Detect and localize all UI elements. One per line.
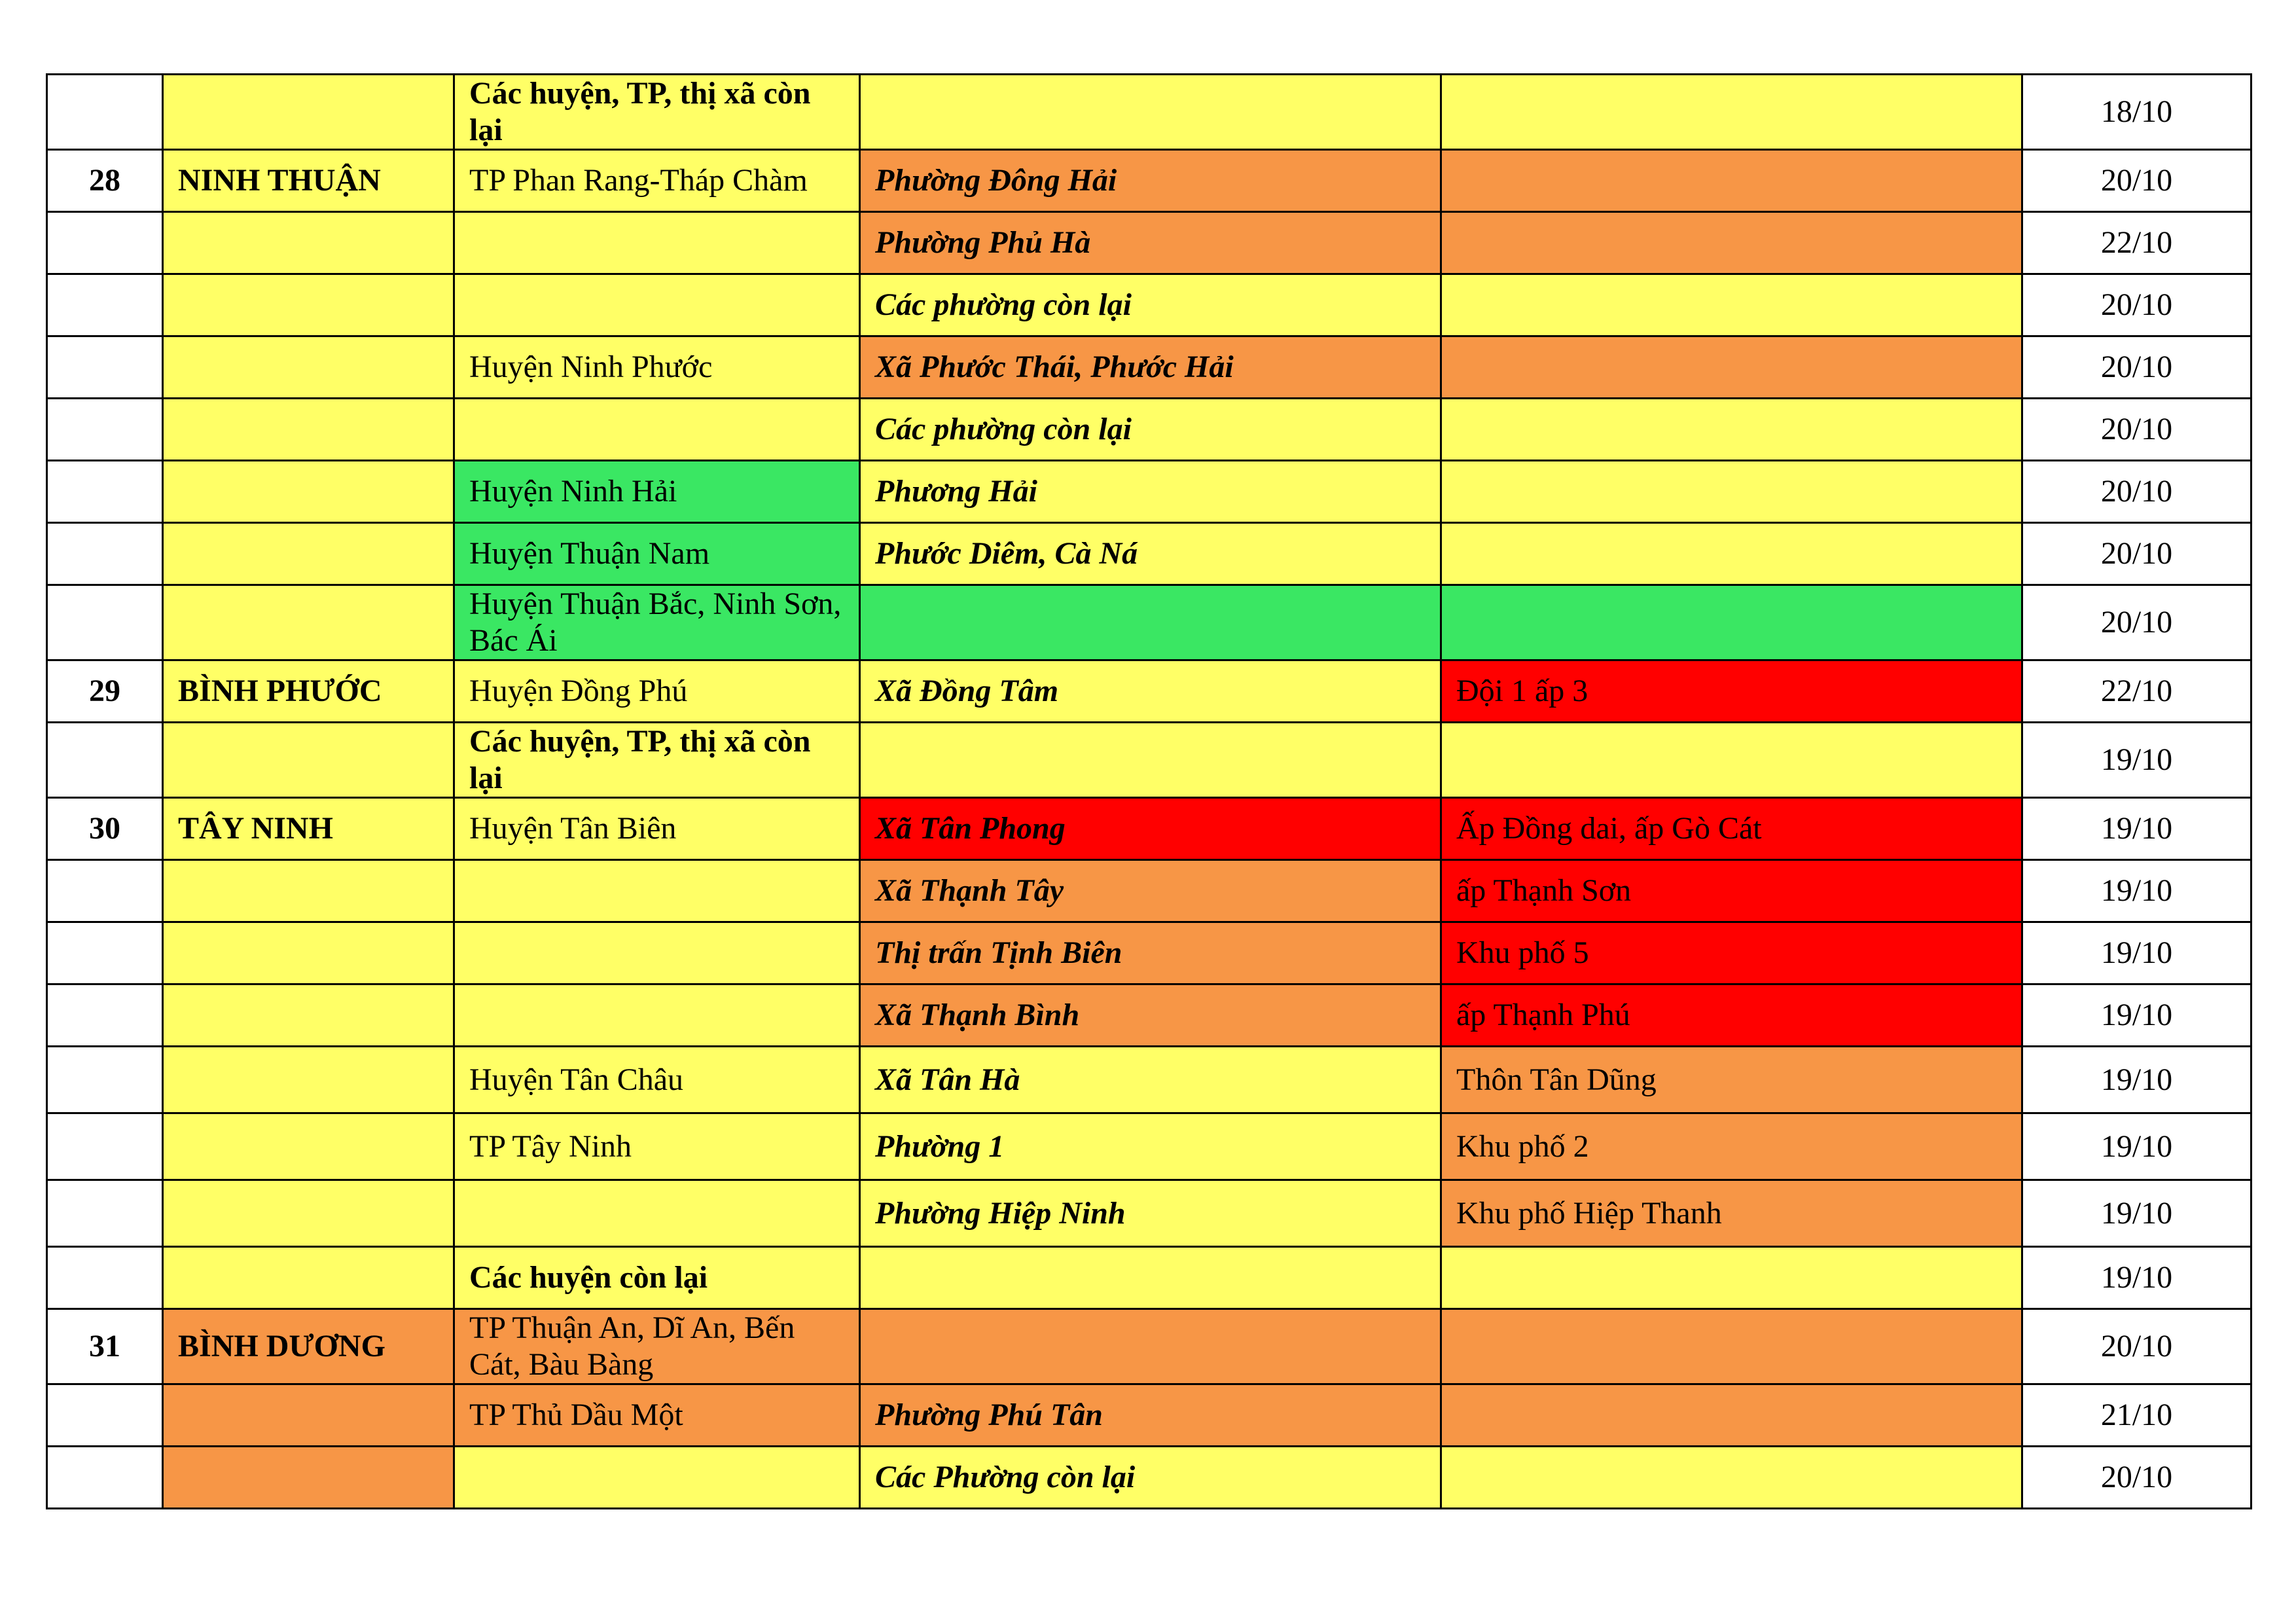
province-cell: [163, 212, 454, 274]
document-page: [46, 73, 2250, 1509]
province-cell: [163, 1047, 454, 1113]
table-row: [47, 1247, 2251, 1309]
stt-cell: [47, 585, 163, 660]
village-cell: Khu phố Hiệp Thanh: [1441, 1180, 2022, 1247]
village-cell: Đội 1 ấp 3: [1441, 660, 2022, 723]
commune-cell: Xã Thạnh Bình: [860, 984, 1441, 1047]
district-cell: TP Thuận An, Dĩ An, Bến Cát, Bàu Bàng: [454, 1309, 860, 1384]
village-cell: [1441, 1247, 2022, 1309]
commune-cell: Phường Đông Hải: [860, 150, 1441, 212]
table-row: [47, 399, 2251, 461]
district-cell: [454, 274, 860, 336]
commune-cell: [860, 75, 1441, 150]
commune-cell: Phường Phủ Hà: [860, 212, 1441, 274]
stt-cell: 30: [47, 798, 163, 860]
date-cell: 21/10: [2022, 1384, 2251, 1447]
commune-cell: Phương Hải: [860, 461, 1441, 523]
village-cell: [1441, 274, 2022, 336]
stt-cell: [47, 1180, 163, 1247]
province-cell: [163, 585, 454, 660]
district-cell: Huyện Tân Châu: [454, 1047, 860, 1113]
commune-cell: Xã Đồng Tâm: [860, 660, 1441, 723]
commune-cell: Thị trấn Tịnh Biên: [860, 922, 1441, 984]
stt-cell: 31: [47, 1309, 163, 1384]
commune-cell: Xã Tân Phong: [860, 798, 1441, 860]
commune-cell: Các Phường còn lại: [860, 1447, 1441, 1509]
stt-cell: [47, 212, 163, 274]
district-cell: [454, 1447, 860, 1509]
stt-cell: [47, 984, 163, 1047]
village-cell: [1441, 461, 2022, 523]
stt-cell: [47, 860, 163, 922]
district-cell: Huyện Ninh Phước: [454, 336, 860, 399]
village-cell: Ấp Đồng dai, ấp Gò Cát: [1441, 798, 2022, 860]
stt-cell: [47, 274, 163, 336]
province-cell: [163, 1384, 454, 1447]
province-cell: [163, 1247, 454, 1309]
commune-cell: Phường 1: [860, 1113, 1441, 1180]
table-row: [47, 461, 2251, 523]
date-cell: 22/10: [2022, 660, 2251, 723]
date-cell: 18/10: [2022, 75, 2251, 150]
village-cell: [1441, 723, 2022, 798]
table-row: [47, 1180, 2251, 1247]
table-row: [47, 723, 2251, 798]
province-cell: [163, 75, 454, 150]
date-cell: 20/10: [2022, 150, 2251, 212]
commune-cell: [860, 585, 1441, 660]
table-row: [47, 336, 2251, 399]
date-cell: 19/10: [2022, 798, 2251, 860]
table-row: [47, 75, 2251, 150]
district-cell: Huyện Tân Biên: [454, 798, 860, 860]
table-row: [47, 1309, 2251, 1384]
village-cell: [1441, 523, 2022, 585]
province-cell: [163, 922, 454, 984]
date-cell: 20/10: [2022, 274, 2251, 336]
table-row: [47, 922, 2251, 984]
date-cell: 19/10: [2022, 1180, 2251, 1247]
commune-cell: [860, 723, 1441, 798]
date-cell: 20/10: [2022, 1447, 2251, 1509]
stt-cell: [47, 1384, 163, 1447]
commune-cell: Phường Hiệp Ninh: [860, 1180, 1441, 1247]
village-cell: [1441, 399, 2022, 461]
stt-cell: 28: [47, 150, 163, 212]
stt-cell: [47, 399, 163, 461]
commune-cell: Phường Phú Tân: [860, 1384, 1441, 1447]
district-cell: Huyện Thuận Bắc, Ninh Sơn, Bác Ái: [454, 585, 860, 660]
stt-cell: [47, 723, 163, 798]
district-cell: Huyện Thuận Nam: [454, 523, 860, 585]
table-row: [47, 1447, 2251, 1509]
province-cell: [163, 461, 454, 523]
province-cell: [163, 523, 454, 585]
zone-table: [46, 73, 2252, 1509]
date-cell: 20/10: [2022, 523, 2251, 585]
stt-cell: 29: [47, 660, 163, 723]
commune-cell: Phước Diêm, Cà Ná: [860, 523, 1441, 585]
province-cell: [163, 399, 454, 461]
stt-cell: [47, 75, 163, 150]
stt-cell: [47, 1047, 163, 1113]
district-cell: Huyện Đồng Phú: [454, 660, 860, 723]
village-cell: Khu phố 2: [1441, 1113, 2022, 1180]
province-cell: BÌNH PHƯỚC: [163, 660, 454, 723]
table-row: [47, 1384, 2251, 1447]
date-cell: 20/10: [2022, 585, 2251, 660]
district-cell: Các huyện, TP, thị xã còn lại: [454, 723, 860, 798]
table-row: [47, 150, 2251, 212]
village-cell: Thôn Tân Dũng: [1441, 1047, 2022, 1113]
province-cell: [163, 984, 454, 1047]
commune-cell: Xã Phước Thái, Phước Hải: [860, 336, 1441, 399]
stt-cell: [47, 1113, 163, 1180]
date-cell: 19/10: [2022, 1113, 2251, 1180]
district-cell: TP Phan Rang-Tháp Chàm: [454, 150, 860, 212]
commune-cell: [860, 1247, 1441, 1309]
province-cell: BÌNH DƯƠNG: [163, 1309, 454, 1384]
stt-cell: [47, 461, 163, 523]
village-cell: [1441, 585, 2022, 660]
district-cell: Huyện Ninh Hải: [454, 461, 860, 523]
province-cell: [163, 1113, 454, 1180]
stt-cell: [47, 523, 163, 585]
village-cell: [1441, 1309, 2022, 1384]
date-cell: 20/10: [2022, 1309, 2251, 1384]
table-row: [47, 1047, 2251, 1113]
district-cell: [454, 860, 860, 922]
province-cell: [163, 1447, 454, 1509]
stt-cell: [47, 922, 163, 984]
district-cell: [454, 984, 860, 1047]
province-cell: [163, 723, 454, 798]
date-cell: 20/10: [2022, 399, 2251, 461]
table-row: [47, 1113, 2251, 1180]
date-cell: 19/10: [2022, 860, 2251, 922]
province-cell: [163, 1180, 454, 1247]
district-cell: [454, 212, 860, 274]
table-row: [47, 798, 2251, 860]
village-cell: [1441, 75, 2022, 150]
commune-cell: Các phường còn lại: [860, 274, 1441, 336]
village-cell: [1441, 1384, 2022, 1447]
district-cell: [454, 922, 860, 984]
stt-cell: [47, 336, 163, 399]
table-row: [47, 984, 2251, 1047]
stt-cell: [47, 1247, 163, 1309]
village-cell: ấp Thạnh Phú: [1441, 984, 2022, 1047]
table-body: [47, 75, 2251, 1509]
district-cell: Các huyện còn lại: [454, 1247, 860, 1309]
district-cell: [454, 399, 860, 461]
village-cell: [1441, 336, 2022, 399]
date-cell: 19/10: [2022, 723, 2251, 798]
commune-cell: Các phường còn lại: [860, 399, 1441, 461]
district-cell: TP Tây Ninh: [454, 1113, 860, 1180]
date-cell: 20/10: [2022, 336, 2251, 399]
commune-cell: [860, 1309, 1441, 1384]
province-cell: [163, 336, 454, 399]
district-cell: Các huyện, TP, thị xã còn lại: [454, 75, 860, 150]
district-cell: [454, 1180, 860, 1247]
village-cell: [1441, 212, 2022, 274]
date-cell: 22/10: [2022, 212, 2251, 274]
table-row: [47, 523, 2251, 585]
table-row: [47, 585, 2251, 660]
date-cell: 19/10: [2022, 984, 2251, 1047]
table-row: [47, 212, 2251, 274]
date-cell: 20/10: [2022, 461, 2251, 523]
province-cell: [163, 274, 454, 336]
date-cell: 19/10: [2022, 1247, 2251, 1309]
commune-cell: Xã Tân Hà: [860, 1047, 1441, 1113]
table-row: [47, 860, 2251, 922]
village-cell: [1441, 150, 2022, 212]
commune-cell: Xã Thạnh Tây: [860, 860, 1441, 922]
table-row: [47, 274, 2251, 336]
stt-cell: [47, 1447, 163, 1509]
district-cell: TP Thủ Dầu Một: [454, 1384, 860, 1447]
province-cell: NINH THUẬN: [163, 150, 454, 212]
village-cell: ấp Thạnh Sơn: [1441, 860, 2022, 922]
date-cell: 19/10: [2022, 922, 2251, 984]
table-row: [47, 660, 2251, 723]
village-cell: Khu phố 5: [1441, 922, 2022, 984]
date-cell: 19/10: [2022, 1047, 2251, 1113]
province-cell: TÂY NINH: [163, 798, 454, 860]
village-cell: [1441, 1447, 2022, 1509]
province-cell: [163, 860, 454, 922]
